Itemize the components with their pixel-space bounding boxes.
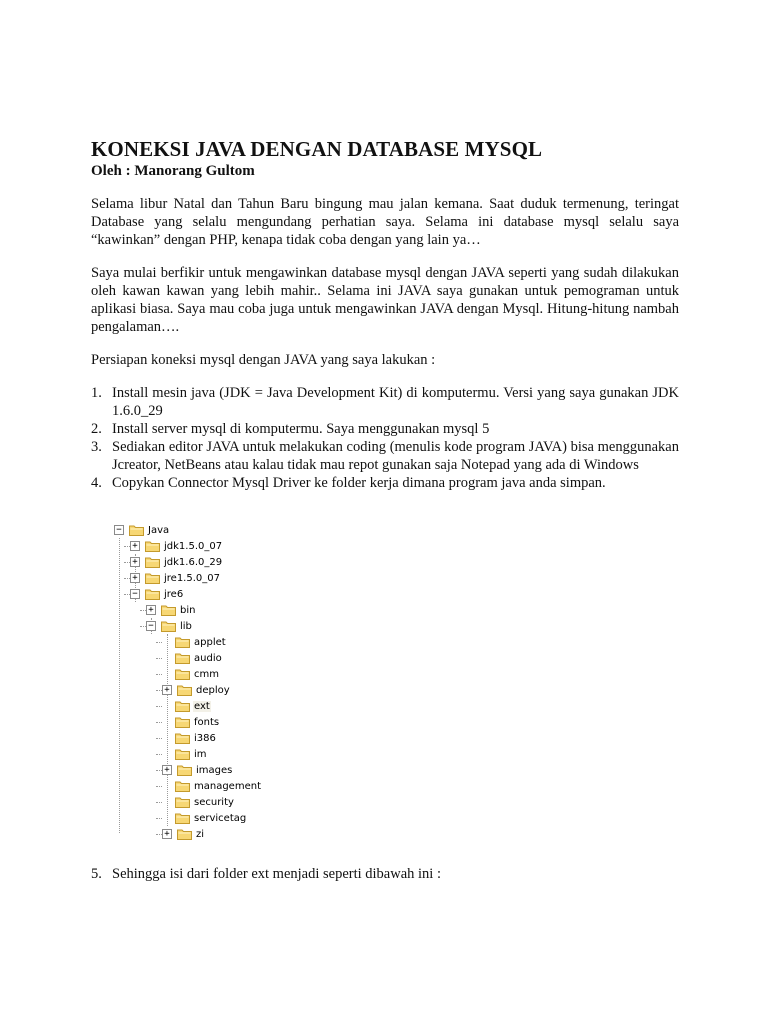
tree-spacer [162,718,170,726]
tree-node[interactable] [162,794,235,810]
tree-spacer [162,782,170,790]
tree-spacer [162,750,170,758]
tree-spacer [162,798,170,806]
tree-node[interactable] [114,522,170,538]
list-item [91,438,679,474]
expand-icon[interactable]: + [130,573,140,583]
paragraph: Selama libur Natal dan Tahun Baru bingung mau jalan kemana. Saat duduk termenung, teringat Database yang selalu mengundang perhatian saya. Selama ini database mysql selalu saya “kawinkan” dengan PHP, kenapa tidak coba dengan yang lain ya… [91,196,679,248]
tree-node[interactable] [146,602,196,618]
tree-node-label: im [194,748,207,760]
expand-icon[interactable]: + [162,685,172,695]
list-number: 2. [91,421,102,437]
list-item [91,420,679,438]
tree-spacer [162,734,170,742]
tree-node-label: fonts [194,716,220,728]
tree-node[interactable] [162,810,247,826]
author-line: Oleh : Manorang Gultom [91,163,255,179]
expand-icon[interactable]: + [130,557,140,567]
folder-icon [161,604,176,616]
list-number: 4. [91,475,102,491]
tree-node-label: servicetag [194,812,247,824]
tree-node[interactable] [162,650,223,666]
tree-spacer [162,670,170,678]
collapse-icon[interactable]: − [146,621,156,631]
tree-spacer [162,638,170,646]
expand-icon[interactable]: + [130,541,140,551]
list-item-text: Sediakan editor JAVA untuk melakukan coding (menulis kode program JAVA) bisa menggunakan Jcreator, NetBeans atau kalau tidak mau repot gunakan saja Notepad yang ada di Windows [112,439,679,473]
step-5 [91,865,679,883]
tree-node[interactable] [130,586,184,602]
folder-icon [175,780,190,792]
tree-node-label: Java [148,524,170,536]
folder-icon [175,748,190,760]
tree-node[interactable] [130,538,223,554]
folder-icon [145,556,160,568]
tree-node[interactable] [130,570,221,586]
document-title: KONEKSI JAVA DENGAN DATABASE MYSQL [91,137,543,161]
list-item-text: Install server mysql di komputermu. Saya menggunakan mysql 5 [112,421,490,437]
list-number: 3. [91,439,102,455]
tree-node-label: jdk1.6.0_29 [164,556,223,568]
folder-icon [145,588,160,600]
tree-node[interactable] [162,682,231,698]
tree-node-label: images [196,764,233,776]
tree-node[interactable] [162,698,211,714]
collapse-icon[interactable]: − [114,525,124,535]
folder-icon [175,812,190,824]
list-item [91,474,679,492]
folder-icon [129,524,144,536]
expand-icon[interactable]: + [146,605,156,615]
tree-node-label: management [194,780,261,792]
tree-node-label: jre6 [164,588,184,600]
paragraph: Persiapan koneksi mysql dengan JAVA yang saya lakukan : [91,352,436,368]
tree-node[interactable] [130,554,223,570]
list-number: 1. [91,385,102,401]
list-item-text: Sehingga isi dari folder ext menjadi seperti dibawah ini : [112,866,441,882]
expand-icon[interactable]: + [162,829,172,839]
tree-spacer [162,814,170,822]
folder-icon [175,668,190,680]
folder-icon [175,716,190,728]
tree-node[interactable] [162,714,220,730]
tree-node-label: i386 [194,732,216,744]
tree-node[interactable] [162,762,233,778]
tree-node[interactable] [162,730,217,746]
tree-node-label: cmm [194,668,219,680]
tree-node[interactable] [162,666,220,682]
list-number: 5. [91,866,102,882]
tree-node[interactable] [162,826,205,842]
folder-icon [177,828,192,840]
folder-icon [175,652,190,664]
folder-tree-screenshot [109,522,349,852]
tree-node-label: applet [194,636,226,648]
tree-node[interactable] [162,634,227,650]
list-item-text: Install mesin java (JDK = Java Development Kit) di komputermu. Versi yang saya gunakan JDK 1.6.0_29 [112,385,679,419]
tree-node-label: deploy [196,684,230,696]
tree-spacer [162,654,170,662]
tree-node-label: jre1.5.0_07 [164,572,220,584]
folder-icon [175,636,190,648]
tree-spacer [162,702,170,710]
steps-list [91,384,679,492]
folder-icon [161,620,176,632]
folder-icon [145,540,160,552]
folder-icon [145,572,160,584]
list-item [91,384,679,420]
tree-node[interactable] [146,618,193,634]
folder-icon [177,684,192,696]
tree-node[interactable] [162,778,262,794]
tree-node-label: ext [194,700,210,712]
folder-icon [175,796,190,808]
tree-node-label: jdk1.5.0_07 [164,540,223,552]
folder-icon [175,700,190,712]
tree-node-label: audio [194,652,222,664]
tree-node-label: security [194,796,234,808]
tree-node-label: lib [180,620,192,632]
tree-node[interactable] [162,746,208,762]
tree-node-label: zi [196,828,205,840]
folder-icon [177,764,192,776]
expand-icon[interactable]: + [162,765,172,775]
list-item-text: Copykan Connector Mysql Driver ke folder kerja dimana program java anda simpan. [112,475,606,491]
collapse-icon[interactable]: − [130,589,140,599]
tree-node-label: bin [180,604,196,616]
paragraph: Saya mulai berfikir untuk mengawinkan database mysql dengan JAVA seperti yang sudah dilakukan oleh kawan kawan yang lebih mahir.. Selama ini JAVA saya gunakan untuk pemograman untuk aplikasi biasa. Saya mau coba juga untuk mengawinkan JAVA dengan Mysql. Hitung-hitung nambah pengalaman…. [91,265,679,335]
document-body [91,136,679,492]
folder-icon [175,732,190,744]
